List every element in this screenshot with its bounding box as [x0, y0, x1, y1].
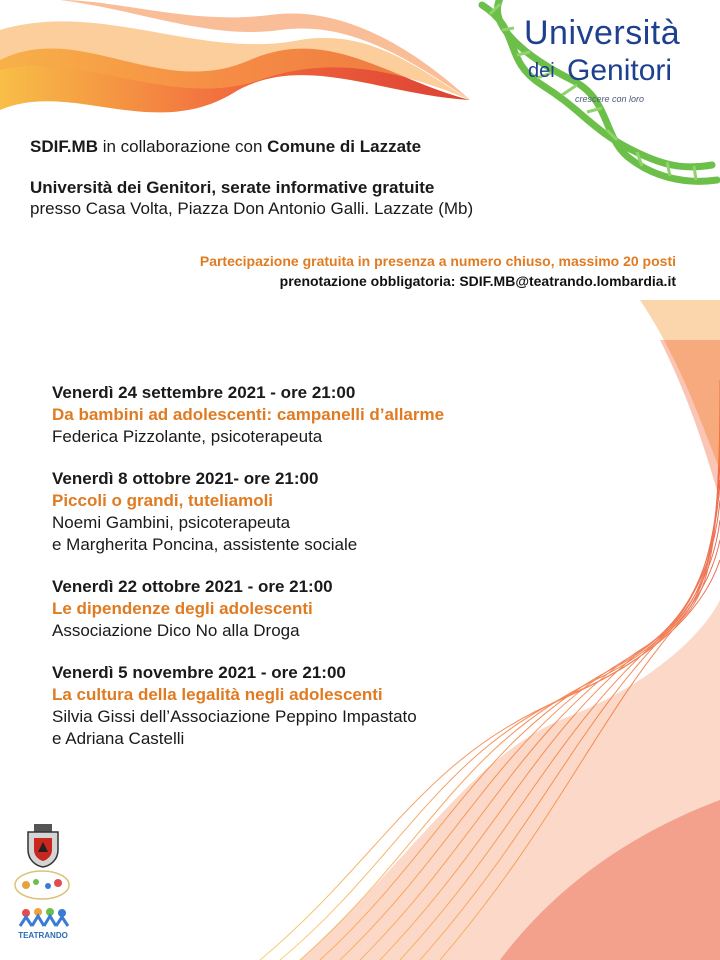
event-list — [52, 382, 532, 770]
venue-line: presso Casa Volta, Piazza Don Antonio Galli. Lazzate (Mb) — [30, 199, 474, 218]
partner-logo-icon — [14, 870, 70, 900]
logo-tagline: crescere con loro — [575, 94, 645, 104]
logo-genitori: Genitori — [567, 54, 673, 87]
event-date: Venerdì 8 ottobre 2021- ore 21:00 — [52, 469, 319, 488]
collaboration-line — [30, 137, 421, 157]
logo-dei: dei — [528, 60, 555, 82]
collab-text: in collaborazione con — [98, 137, 268, 156]
event-speaker: e Margherita Poncina, assistente sociale — [52, 535, 358, 554]
org-name: SDIF.MB — [30, 137, 98, 156]
event-date: Venerdì 24 settembre 2021 - ore 21:00 — [52, 383, 356, 402]
event-speaker: Noemi Gambini, psicoterapeuta — [52, 513, 291, 532]
teatrando-logo-text: TEATRANDO — [18, 931, 68, 940]
comune-coat-of-arms-icon — [22, 822, 64, 868]
event-item — [52, 382, 532, 448]
booking-note: prenotazione obbligatoria: SDIF.MB@teatrando.lombardia.it — [279, 273, 676, 289]
event-title: Da bambini ad adolescenti: campanelli d’allarme — [52, 405, 445, 424]
event-title: Le dipendenze degli adolescenti — [52, 599, 313, 618]
event-speaker: e Adriana Castelli — [52, 729, 185, 748]
event-speaker: Associazione Dico No alla Droga — [52, 621, 300, 640]
teatrando-logo-icon — [12, 906, 74, 942]
event-item — [52, 576, 532, 642]
event-speaker: Silvia Gissi dell’Associazione Peppino Impastato — [52, 707, 417, 726]
event-date: Venerdì 22 ottobre 2021 - ore 21:00 — [52, 577, 333, 596]
comune-name: Comune di Lazzate — [267, 137, 422, 156]
event-title: La cultura della legalità negli adolescenti — [52, 685, 383, 704]
event-date: Venerdì 5 novembre 2021 - ore 21:00 — [52, 663, 346, 682]
event-item — [52, 662, 532, 750]
event-item — [52, 468, 532, 556]
event-speaker: Federica Pizzolante, psicoterapeuta — [52, 427, 323, 446]
event-series-title: Università dei Genitori, serate informative gratuite — [30, 178, 435, 197]
participation-note: Partecipazione gratuita in presenza a numero chiuso, massimo 20 posti — [199, 253, 676, 269]
event-title: Piccoli o grandi, tuteliamoli — [52, 491, 274, 510]
logo-title: Università — [524, 14, 681, 52]
